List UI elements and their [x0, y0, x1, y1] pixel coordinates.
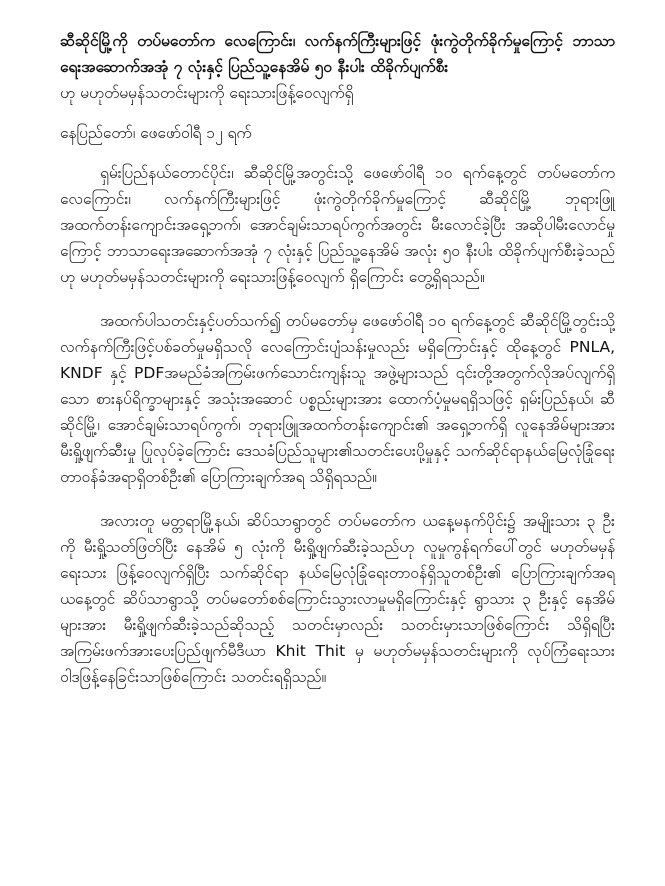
headline: ဆီဆိုင်မြို့ကို တပ်မတော်က လေကြောင်း၊ လက်နက်ကြီးများဖြင့် ဖုံးကွဲတိုက်ခိုက်မှုကြောင့် ဘာသာရေးအဆောက်အအုံ ၇ လုံးနှင့် ပြည်သူ့နေအိမ် ၅၀ နီးပါး ထိခိုက်ပျက်စီး [60, 32, 615, 76]
body-paragraph-1: ရှမ်းပြည်နယ်တောင်ပိုင်း၊ ဆီဆိုင်မြို့အတွင်းသို့ ဖေဖော်ဝါရီ ၁၀ ရက်နေ့တွင် တပ်မတော်က လေကြောင်း၊ လက်နက်ကြီးများဖြင့် ဖုံးကွဲတိုက်ခိုက်မှုကြောင့် ဆီဆိုင်မြို့ ဘုရားဖြူ အထက်တန်းကျောင်းအရှေ့ဘက်၊ အောင်ချမ်းသာရပ်ကွက်အတွင်း မီးလောင်ခဲ့ပြီး အဆိုပါမီးလောင်မှုကြောင့် ဘာသာရေးအဆောက်အအုံ ၇ လုံးနှင့် ပြည်သူ့နေအိမ် အလုံး ၅၀ နီးပါး ထိခိုက်ပျက်စီးခဲ့သည် ဟု မဟုတ်မမှန်သတင်းများကို ရေးသားဖြန့်ဝေလျက် ရှိကြောင်း တွေ့ရှိရသည်။ [60, 164, 615, 286]
body-paragraph-3: အလားတူ မတ္တရာမြို့နယ်၊ ဆိပ်သာရွာတွင် တပ်မတော်က ယနေ့မနက်ပိုင်း၌ အမျိုးသား ၃ ဦးကို မီးရှို့သတ်ဖြတ်ပြီး နေအိမ် ၅ လုံးကို မီးရှို့ဖျက်ဆီးခဲ့သည်ဟု လူမှုကွန်ရက်ပေါ်တွင် မဟုတ်မမှန်ရေးသား ဖြန့်ဝေလျက်ရှိပြီး သက်ဆိုင်ရာ နယ်မြေလုံခြုံရေးတာဝန်ရှိသူတစ်ဦး၏ ပြောကြားချက်အရ ယနေ့တွင် ဆိပ်သာရွာသို့ တပ်မတော်စစ်ကြောင်းသွားလာမှုမရှိကြောင်းနှင့် ရွာသား ၃ ဦးနှင့် နေအိမ်များအား မီးရှို့ဖျက်ဆီးခဲ့သည်ဆိုသည့် သတင်းမှာလည်း သတင်းမှားသာဖြစ်ကြောင်း သိရှိရပြီး အကြမ်းဖက်အားပေးပြည်ဖျက်မီဒီယာ Khit Thit မှ မဟုတ်မမှန်သတင်းများကို လုပ်ကြံရေးသား ဝါဒဖြန့်နေခြင်းသာဖြစ်ကြောင်း သတင်းရရှိသည်။ [60, 512, 615, 686]
document-page [60, 28, 615, 708]
body-paragraph-2: အထက်ပါသတင်းနှင့်ပတ်သက်၍ တပ်မတော်မှ ဖေဖော်ဝါရီ ၁၀ ရက်နေ့တွင် ဆီဆိုင်မြို့တွင်းသို့ လက်နက်ကြီးဖြင့်ပစ်ခတ်မှုမရှိသလို လေကြောင်းပျံသန်းမှုလည်း မရှိကြောင်းနှင့် ထိုနေ့တွင် PNLA, KNDF နှင့် PDFအမည်ခံအကြမ်းဖက်သောင်းကျန်းသူ အဖွဲ့များသည် ၎င်းတို့အတွက်လိုအပ်လျက်ရှိသော စားနပ်ရိက္ခာများနှင့် အသုံးအဆောင် ပစ္စည်းများအား ထောက်ပံ့မှုမရရှိသဖြင့် ရှမ်းပြည်နယ်၊ ဆီဆိုင်မြို့၊ အောင်ချမ်းသာရပ်ကွက်၊ ဘုရားဖြူအထက်တန်းကျောင်း၏ အရှေ့ဘက်ရှိ လူနေအိမ်များအား မီးရှို့ဖျက်ဆီးမှု ပြုလုပ်ခဲ့ကြောင်း ဒေသခံပြည်သူများ၏သတင်းပေးပို့မှုနှင့် သက်ဆိုင်ရာနယ်မြေလုံခြုံရေး တာဝန်ခံအရာရှိတစ်ဦး၏ ပြောကြားချက်အရ သိရှိရသည်။ [60, 312, 615, 486]
headline-continuation: ဟု မဟုတ်မမှန်သတင်းများကို ရေးသားဖြန့်ဝေလျက်ရှိ [60, 84, 354, 102]
dateline: နေပြည်တော်၊ ဖေဖော်ဝါရီ ၁၂ ရက် [60, 124, 252, 142]
